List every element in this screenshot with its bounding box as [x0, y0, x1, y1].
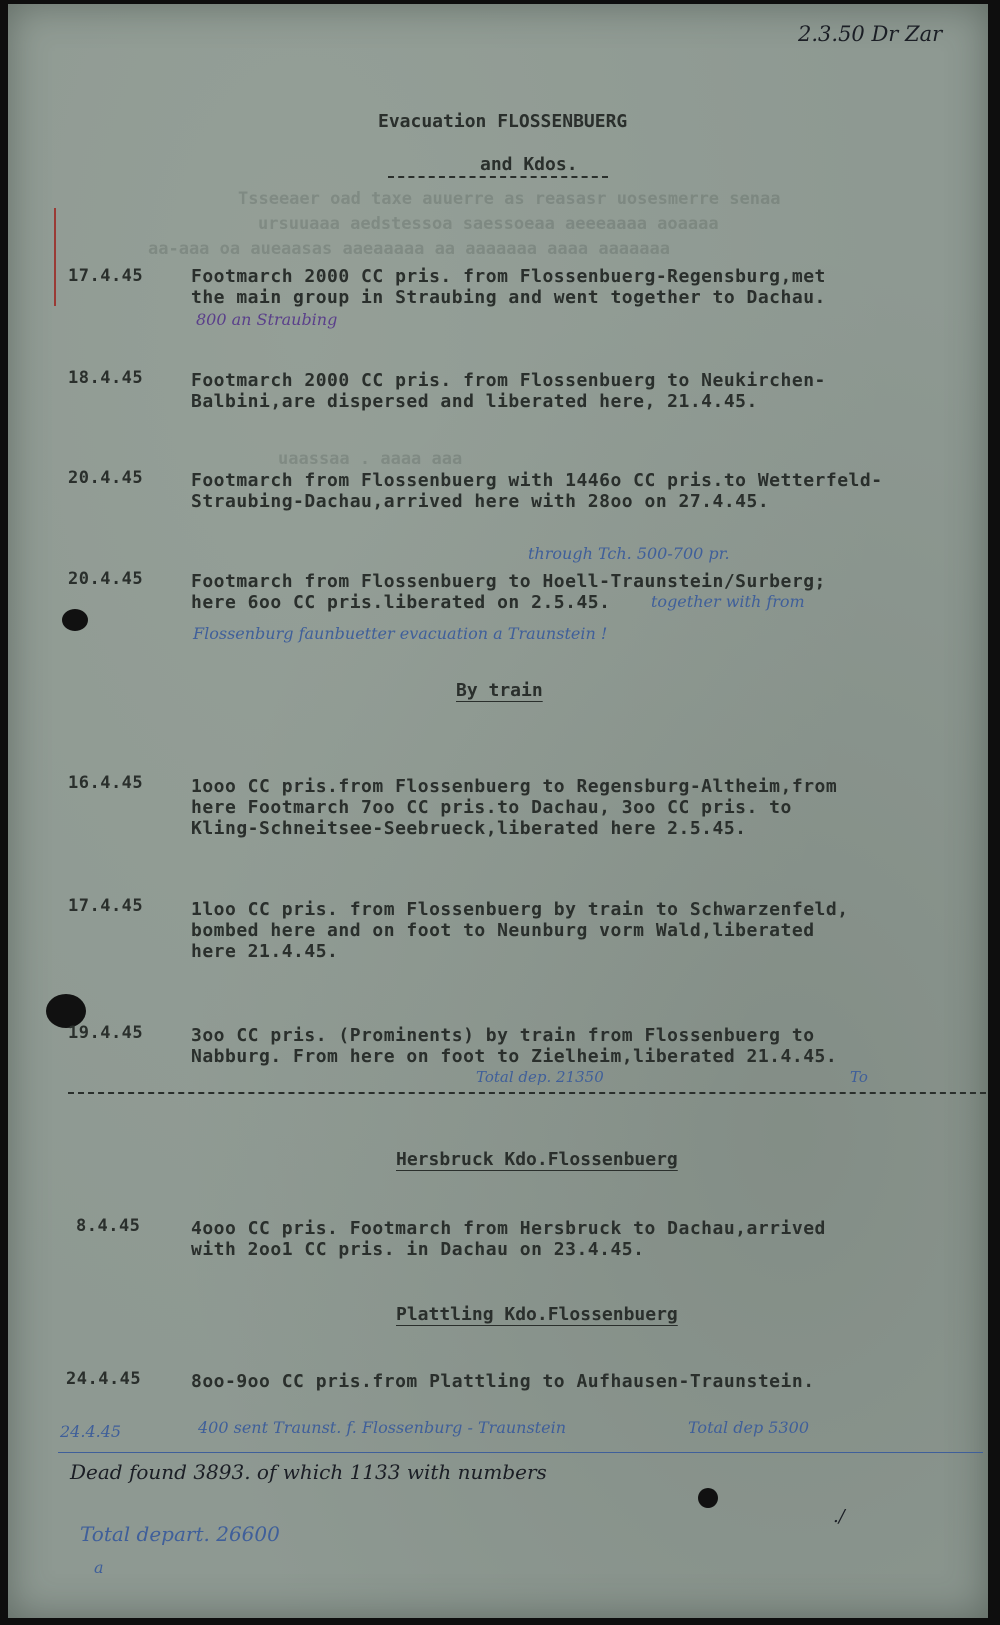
handwritten-total: Total depart. 26600: [80, 1522, 280, 1546]
bleed-through-text: ursuuaaa aedstessoa saessoeaa aeeeaaaa aoaaaa: [258, 214, 719, 234]
page-title: Evacuation FLOSSENBUERG: [378, 111, 628, 132]
entry-text: 3oo CC pris. (Prominents) by train from Flossenbuerg to Nabburg. From here on foot to Zielheim,liberated 21.4.45.: [191, 1025, 838, 1067]
bleed-through-text: Tsseeaer oad taxe auuerre as reasasr uosesmerre senaa: [238, 189, 781, 209]
handwritten-note: Total dep 5300: [688, 1418, 809, 1437]
entry-date: 19.4.45: [68, 1023, 144, 1043]
entry-date: 24.4.45: [66, 1369, 142, 1389]
entry-date: 20.4.45: [68, 569, 144, 589]
entry-date: 8.4.45: [76, 1216, 141, 1236]
handwritten-rule: [58, 1452, 983, 1453]
title-rule: [388, 176, 608, 178]
handwritten-note: 800 an Straubing: [196, 310, 338, 329]
handwritten-note: together with from: [651, 592, 805, 611]
entry-date: 17.4.45: [68, 896, 144, 916]
entry-text: Footmarch 2000 CC pris. from Flossenbuerg to Neukirchen- Balbini,are dispersed and liberated here, 21.4.45.: [191, 370, 826, 412]
handwritten-note: To: [850, 1068, 868, 1086]
margin-mark: [54, 208, 56, 306]
bleed-through-text: uaassaa . aaaa aaa: [278, 449, 463, 469]
section-heading: Plattling Kdo.Flossenbuerg: [396, 1304, 678, 1325]
page-subtitle: and Kdos.: [480, 154, 578, 175]
entry-text: Footmarch 2000 CC pris. from Flossenbuerg-Regensburg,met the main group in Straubing and went together to Dachau.: [191, 266, 826, 308]
handwritten-note: Dead found 3893. of which 1133 with numbers: [70, 1460, 547, 1484]
section-heading: By train: [456, 680, 543, 701]
handwritten-note: Total dep. 21350: [476, 1068, 604, 1086]
entry-date: 16.4.45: [68, 773, 144, 793]
section-heading: Hersbruck Kdo.Flossenbuerg: [396, 1149, 678, 1170]
entry-text: Footmarch from Flossenbuerg with 1446o CC pris.to Wetterfeld- Straubing-Dachau,arrived here with 28oo on 27.4.45.: [191, 470, 883, 512]
document-page: [8, 4, 988, 1618]
entry-date: 20.4.45: [68, 468, 144, 488]
entry-text: 1ooo CC pris.from Flossenbuerg to Regensburg-Altheim,from here Footmarch 7oo CC pris.to Dachau, 3oo CC pris. to Kling-Schneitsee-Seebrueck,liberated here 2.5.45.: [191, 776, 838, 839]
handwritten-mark: a: [94, 1558, 104, 1577]
date-stamp: 2.3.50 Dr Zar: [798, 22, 943, 46]
entry-date: 18.4.45: [68, 368, 144, 388]
entry-text: Footmarch from Flossenbuerg to Hoell-Traunstein/Surberg; here 6oo CC pris.liberated on 2.5.45.: [191, 571, 826, 613]
handwritten-date: 24.4.45: [60, 1422, 122, 1441]
ink-blot: [698, 1488, 718, 1508]
entry-text: 4ooo CC pris. Footmarch from Hersbruck to Dachau,arrived with 2oo1 CC pris. in Dachau on 23.4.45.: [191, 1218, 826, 1260]
ink-blot: [62, 609, 88, 631]
entry-date: 17.4.45: [68, 266, 144, 286]
handwritten-mark: ./: [833, 1506, 845, 1527]
handwritten-note: through Tch. 500-700 pr.: [528, 544, 730, 563]
entry-text: 1loo CC pris. from Flossenbuerg by train to Schwarzenfeld, bombed here and on foot to Neunburg vorm Wald,liberated here 21.4.45.: [191, 899, 849, 962]
bleed-through-text: aa-aaa oa aueaasas aaeaaaaa aa aaaaaaa aaaa aaaaaaa: [148, 239, 670, 259]
section-rule: [68, 1092, 986, 1094]
handwritten-note: Flossenburg faunbuetter evacuation a Traunstein !: [193, 624, 608, 643]
entry-text: 8oo-9oo CC pris.from Plattling to Aufhausen-Traunstein.: [191, 1371, 815, 1392]
handwritten-note: 400 sent Traunst. f. Flossenburg - Traunstein: [198, 1418, 566, 1437]
